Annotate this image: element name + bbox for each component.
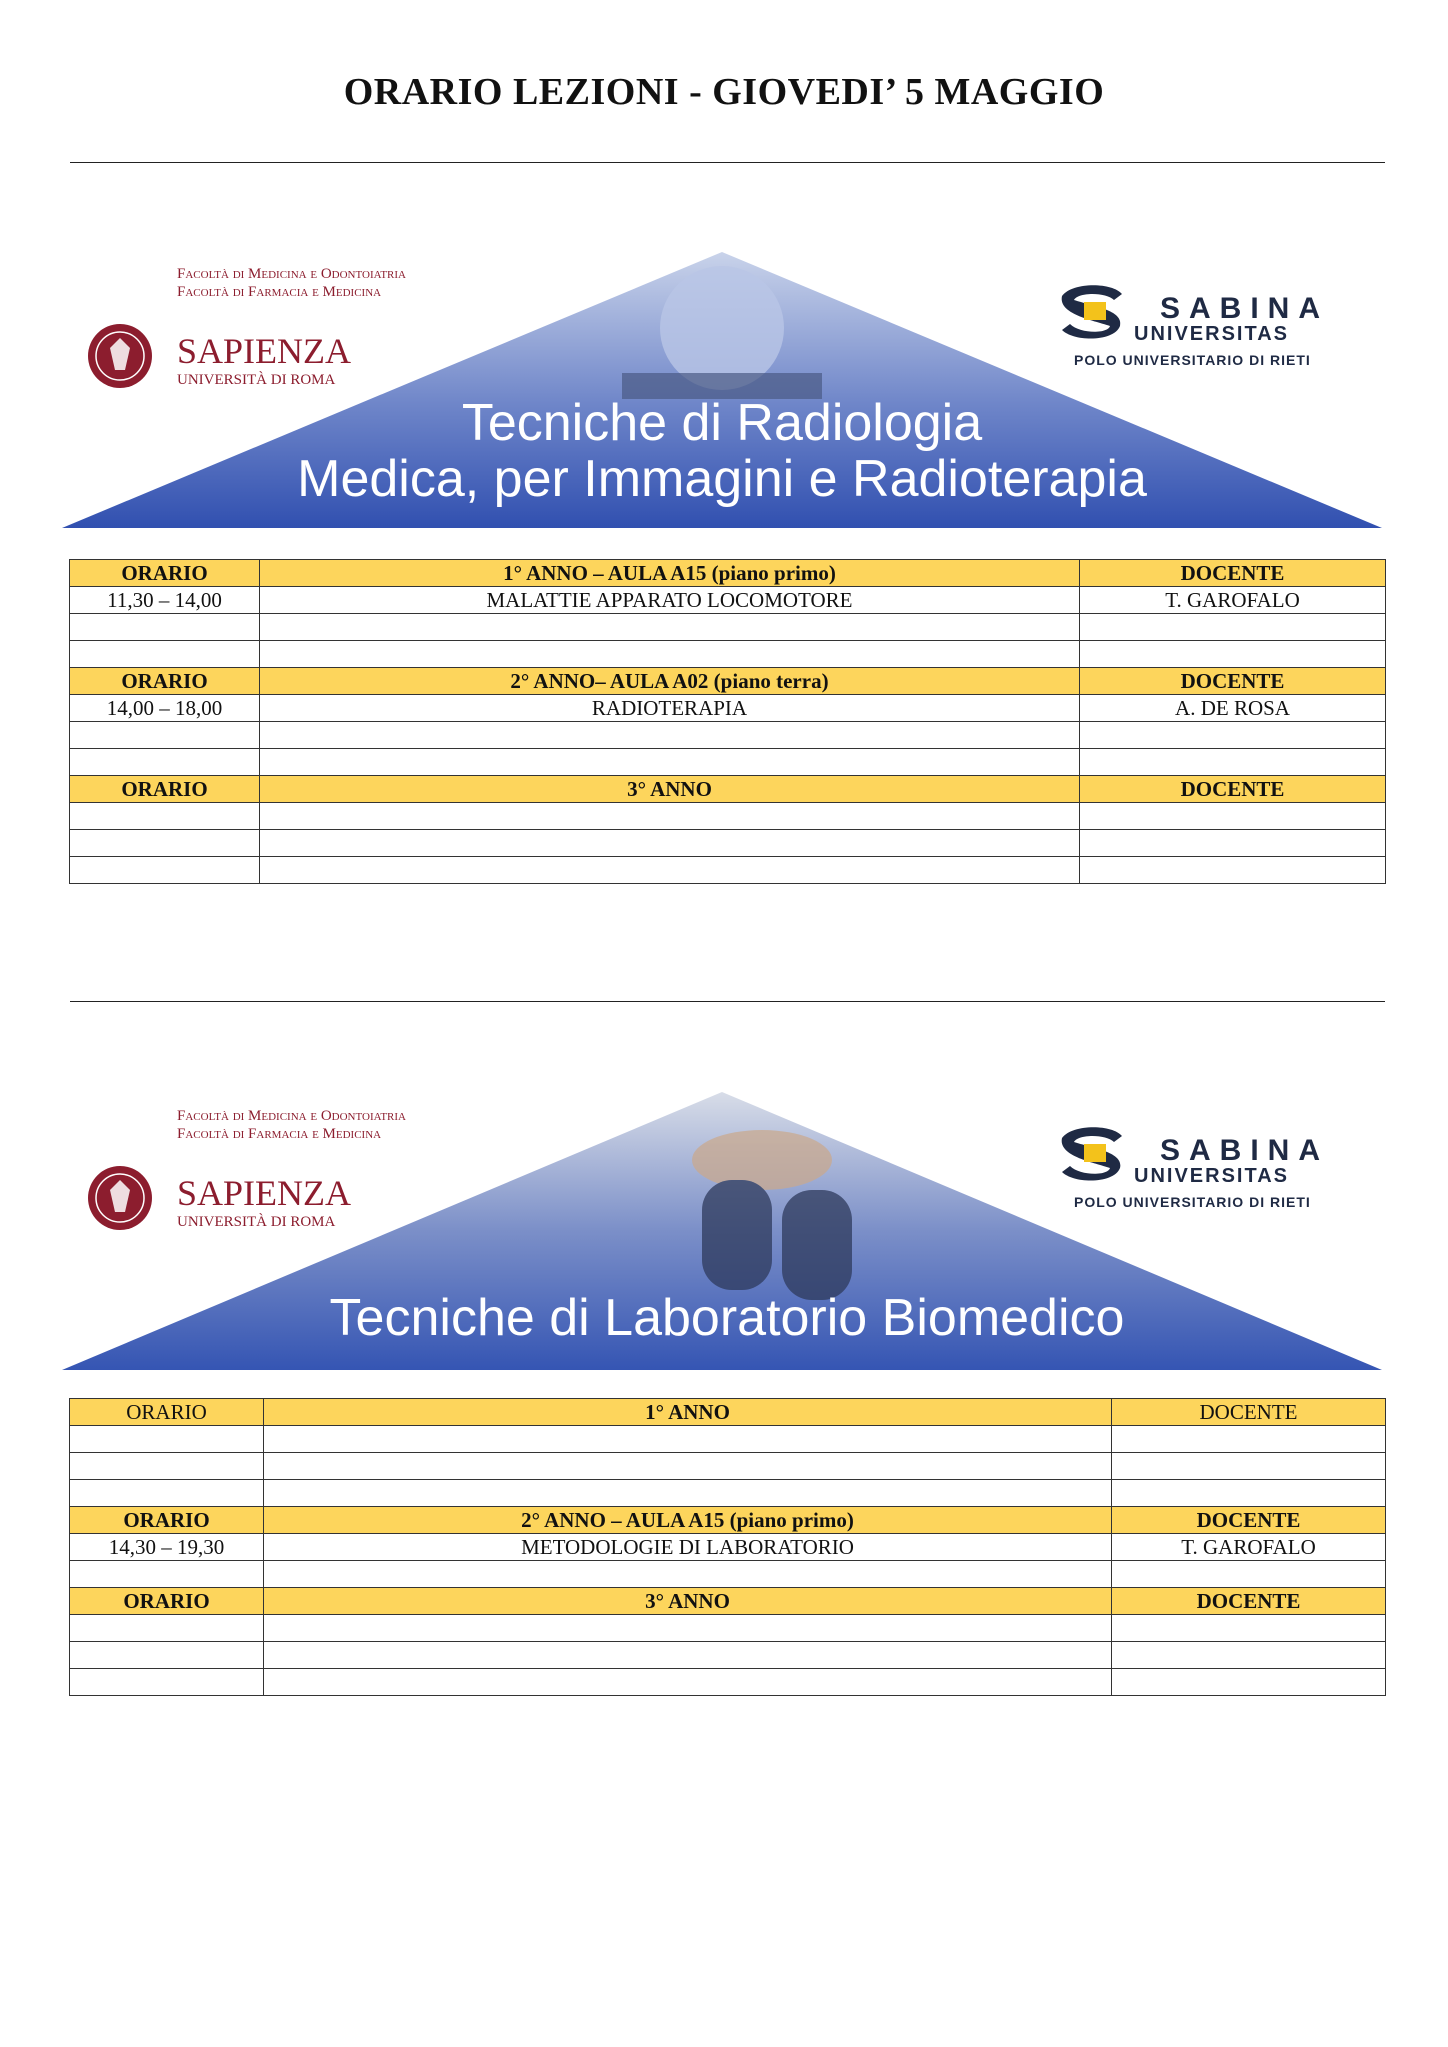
table-cell <box>1112 1615 1386 1642</box>
table-row <box>70 695 1386 722</box>
sapienza-sub-text: UNIVERSITÀ DI ROMA <box>177 372 336 388</box>
faculty-line-2: Facoltà di Farmacia e Medicina <box>177 284 382 300</box>
orario-header: ORARIO <box>70 560 260 587</box>
table-cell <box>70 722 260 749</box>
table-cell <box>70 749 260 776</box>
docente-header: DOCENTE <box>1080 560 1386 587</box>
table-cell <box>70 1615 264 1642</box>
scanner-ring-image <box>660 266 784 390</box>
table-row <box>70 641 1386 668</box>
table-row <box>70 614 1386 641</box>
sapienza-logo-text: SAPIENZA <box>177 1173 352 1213</box>
table-row <box>70 1426 1386 1453</box>
table-cell <box>70 1642 264 1669</box>
sabina-text: SABINA <box>1160 1134 1330 1167</box>
table-cell <box>1112 1669 1386 1696</box>
year-header: 1° ANNO – AULA A15 (piano primo) <box>260 560 1080 587</box>
sapienza-sub-text: UNIVERSITÀ DI ROMA <box>177 1214 336 1230</box>
table-row <box>70 1534 1386 1561</box>
table-cell <box>70 1669 264 1696</box>
sapienza-seal-icon <box>88 324 152 388</box>
table-row <box>70 803 1386 830</box>
table-cell <box>1112 1426 1386 1453</box>
table-row <box>70 1669 1386 1696</box>
time-cell: 14,00 – 18,00 <box>70 695 260 722</box>
table-cell <box>260 722 1080 749</box>
docente-header: DOCENTE <box>1112 1588 1386 1615</box>
table-row <box>70 1453 1386 1480</box>
orario-header: ORARIO <box>70 1399 264 1426</box>
schedule-table-laboratorio <box>69 1398 1386 1696</box>
subject-cell: RADIOTERAPIA <box>260 695 1080 722</box>
year-header: 3° ANNO <box>264 1588 1112 1615</box>
year-header: 1° ANNO <box>264 1399 1112 1426</box>
table-header-row <box>70 1588 1386 1615</box>
course-banner-laboratorio <box>62 1090 1382 1370</box>
polo-rieti-text: POLO UNIVERSITARIO DI RIETI <box>1074 352 1311 368</box>
teacher-cell: A. DE ROSA <box>1080 695 1386 722</box>
table-cell <box>264 1669 1112 1696</box>
divider <box>70 162 1385 163</box>
table-header-row <box>70 776 1386 803</box>
table-cell <box>260 830 1080 857</box>
table-header-row <box>70 560 1386 587</box>
table-cell <box>264 1615 1112 1642</box>
table-row <box>70 1615 1386 1642</box>
table-cell <box>1112 1453 1386 1480</box>
table-cell <box>70 1480 264 1507</box>
orario-header: ORARIO <box>70 776 260 803</box>
sapienza-seal-icon <box>88 1166 152 1230</box>
docente-header: DOCENTE <box>1080 668 1386 695</box>
time-cell: 11,30 – 14,00 <box>70 587 260 614</box>
polo-rieti-text: POLO UNIVERSITARIO DI RIETI <box>1074 1194 1311 1210</box>
table-header-row <box>70 668 1386 695</box>
table-row <box>70 749 1386 776</box>
table-cell <box>260 857 1080 884</box>
table-cell <box>70 1561 264 1588</box>
table-cell <box>70 1426 264 1453</box>
schedule-table-radiologia <box>69 559 1386 884</box>
orario-header: ORARIO <box>70 1507 264 1534</box>
table-cell <box>264 1642 1112 1669</box>
table-row <box>70 1480 1386 1507</box>
year-header: 3° ANNO <box>260 776 1080 803</box>
orario-header: ORARIO <box>70 668 260 695</box>
table-cell <box>1112 1642 1386 1669</box>
table-cell <box>260 803 1080 830</box>
table-cell <box>260 641 1080 668</box>
docente-header: DOCENTE <box>1112 1507 1386 1534</box>
faculty-line-1: Facoltà di Medicina e Odontoiatria <box>177 1108 406 1124</box>
table-cell <box>1080 614 1386 641</box>
page-title: ORARIO LEZIONI - GIOVEDI’ 5 MAGGIO <box>343 71 1105 113</box>
table-row <box>70 722 1386 749</box>
faculty-line-1: Facoltà di Medicina e Odontoiatria <box>177 266 406 282</box>
table-row <box>70 1561 1386 1588</box>
table-cell <box>264 1453 1112 1480</box>
table-cell <box>1080 641 1386 668</box>
table-cell <box>70 641 260 668</box>
year-header: 2° ANNO– AULA A02 (piano terra) <box>260 668 1080 695</box>
table-cell <box>70 803 260 830</box>
sabina-text: SABINA <box>1160 292 1330 325</box>
table-header-row <box>70 1507 1386 1534</box>
table-cell <box>1080 749 1386 776</box>
banner-title-line2: Medica, per Immagini e Radioterapia <box>297 450 1147 508</box>
table-header-row <box>70 1399 1386 1426</box>
table-cell <box>264 1426 1112 1453</box>
year-header: 2° ANNO – AULA A15 (piano primo) <box>264 1507 1112 1534</box>
table-cell <box>264 1561 1112 1588</box>
subject-cell: MALATTIE APPARATO LOCOMOTORE <box>260 587 1080 614</box>
table-cell <box>1112 1480 1386 1507</box>
time-cell: 14,30 – 19,30 <box>70 1534 264 1561</box>
sapienza-logo-text: SAPIENZA <box>177 331 352 371</box>
banner-title-line1: Tecniche di Laboratorio Biomedico <box>329 1289 1125 1347</box>
teacher-cell: T. GAROFALO <box>1112 1534 1386 1561</box>
table-cell <box>1080 830 1386 857</box>
docente-header: DOCENTE <box>1080 776 1386 803</box>
table-cell <box>264 1480 1112 1507</box>
sabina-logo-icon <box>1062 285 1122 338</box>
table-cell <box>70 857 260 884</box>
universitas-text: UNIVERSITAS <box>1134 323 1289 345</box>
orario-header: ORARIO <box>70 1588 264 1615</box>
table-row <box>70 1642 1386 1669</box>
table-cell <box>260 749 1080 776</box>
table-cell <box>70 1453 264 1480</box>
table-row <box>70 830 1386 857</box>
docente-header: DOCENTE <box>1112 1399 1386 1426</box>
table-cell <box>260 614 1080 641</box>
sabina-logo-icon <box>1062 1127 1122 1180</box>
universitas-text: UNIVERSITAS <box>1134 1165 1289 1187</box>
table-cell <box>1112 1561 1386 1588</box>
faculty-line-2: Facoltà di Farmacia e Medicina <box>177 1126 382 1142</box>
table-cell <box>1080 722 1386 749</box>
divider <box>70 1001 1385 1002</box>
course-banner-radiologia <box>62 248 1382 528</box>
table-cell <box>1080 857 1386 884</box>
table-row <box>70 587 1386 614</box>
table-cell <box>1080 803 1386 830</box>
table-row <box>70 857 1386 884</box>
banner-title-line1: Tecniche di Radiologia <box>461 394 983 452</box>
subject-cell: METODOLOGIE DI LABORATORIO <box>264 1534 1112 1561</box>
table-cell <box>70 830 260 857</box>
table-cell <box>70 614 260 641</box>
teacher-cell: T. GAROFALO <box>1080 587 1386 614</box>
